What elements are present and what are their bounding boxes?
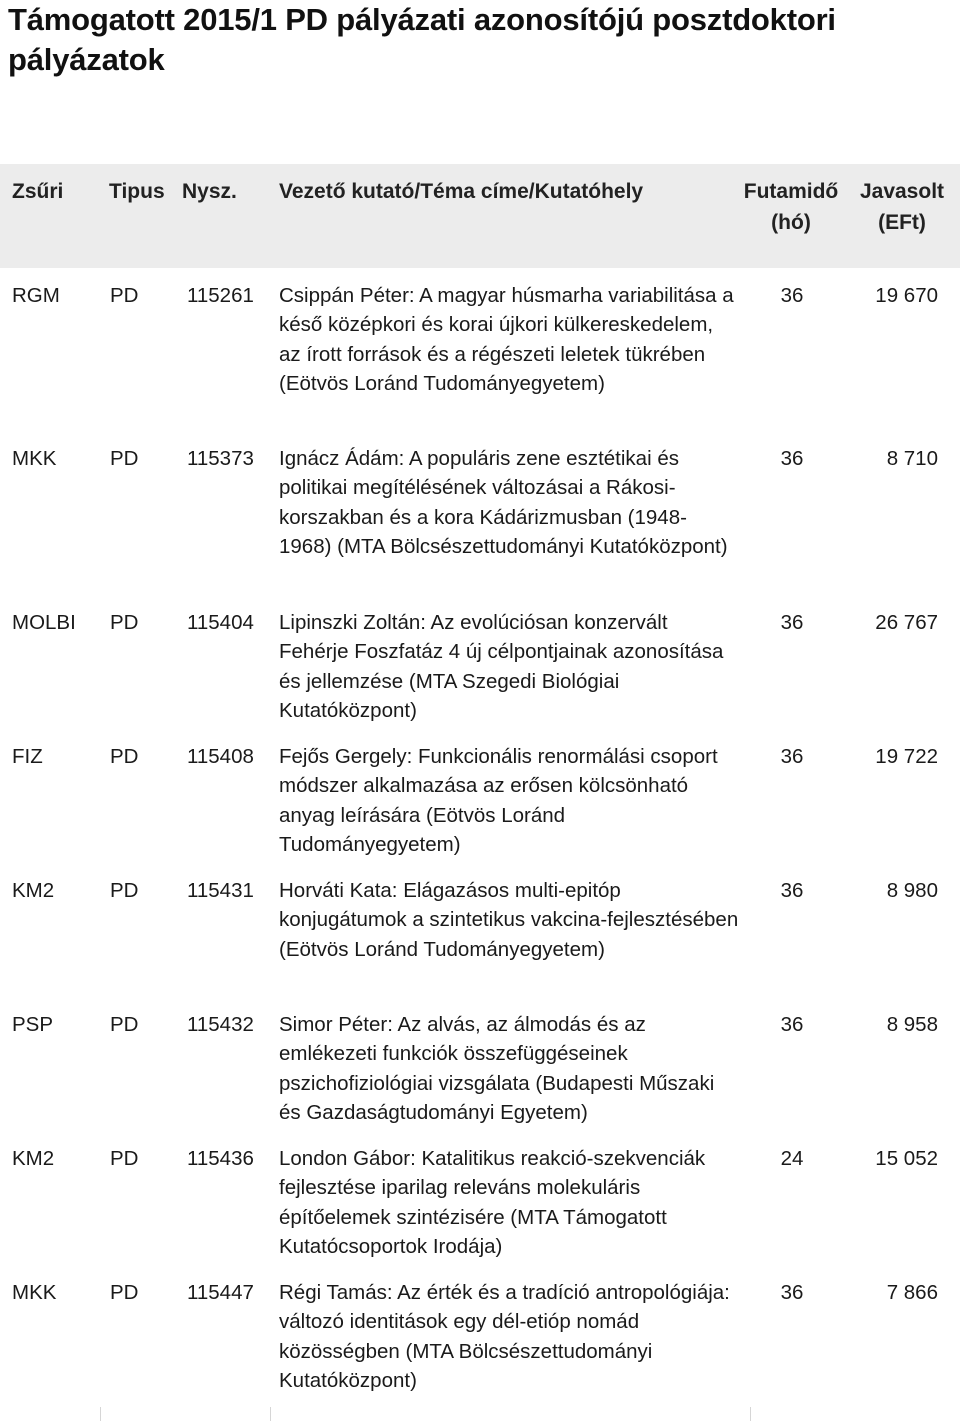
cell-futamido: 36	[780, 1281, 804, 1304]
column-divider	[100, 1407, 101, 1421]
cell-nysz: 115436	[187, 1147, 254, 1170]
cell-description: Horváti Kata: Elágazásos multi-epitóp konjugátumok a szintetikus vakcina-fejlesztésében (Eötvös Loránd Tudományegyetem)	[279, 879, 739, 961]
cell-javasolt: 19 670	[875, 284, 938, 307]
cell-tipus: PD	[110, 284, 139, 307]
cell-description: Ignácz Ádám: A populáris zene esztétikai és politikai megítélésének változásai a Rákosi-korszakban és a kora Kádárizmusban (1948-1968) (MTA Bölcsészettudományi Kutatóközpont)	[279, 447, 728, 559]
cell-javasolt: 19 722	[875, 745, 938, 768]
cell-nysz: 115431	[187, 879, 254, 902]
cell-tipus: PD	[110, 611, 139, 634]
cell-zsuri: PSP	[12, 1013, 54, 1036]
cell-nysz: 115261	[187, 284, 254, 307]
cell-futamido: 36	[780, 447, 804, 470]
cell-futamido: 36	[780, 1013, 804, 1036]
cell-nysz: 115447	[187, 1281, 254, 1304]
cell-futamido: 36	[780, 879, 804, 902]
cell-zsuri: KM2	[12, 1147, 55, 1170]
header-nysz: Nysz.	[182, 180, 237, 203]
header-tipus: Tipus	[109, 180, 165, 203]
header-futamido: Futamidő (hó)	[743, 180, 839, 234]
cell-zsuri: RGM	[12, 284, 60, 307]
cell-description: Régi Tamás: Az érték és a tradíció antropológiája: változó identitások egy dél-etióp nomád közösségben (MTA Bölcsészettudományi Kutatóközpont)	[279, 1281, 730, 1393]
cell-javasolt: 26 767	[875, 611, 938, 634]
cell-nysz: 115404	[187, 611, 254, 634]
header-javasolt: Javasolt (EFt)	[859, 180, 945, 234]
cell-futamido: 36	[780, 284, 804, 307]
page-title: Támogatott 2015/1 PD pályázati azonosítójú posztdoktori pályázatok	[8, 2, 836, 77]
cell-tipus: PD	[110, 1147, 139, 1170]
cell-tipus: PD	[110, 879, 139, 902]
cell-javasolt: 8 710	[886, 447, 938, 470]
cell-description: Csippán Péter: A magyar húsmarha variabilitása a késő középkori és korai újkori külkereskedelem, az írott források és a régészeti leletek tükrében (Eötvös Loránd Tudományegyetem)	[279, 284, 734, 396]
cell-nysz: 115373	[187, 447, 254, 470]
cell-tipus: PD	[110, 1281, 139, 1304]
cell-description: London Gábor: Katalitikus reakció-szekvenciák fejlesztése iparilag releváns molekuláris építőelemek szintézisére (MTA Támogatott Kutatócsoportok Irodája)	[279, 1147, 706, 1259]
cell-tipus: PD	[110, 745, 139, 768]
cell-nysz: 115432	[187, 1013, 254, 1036]
header-zsuri: Zsűri	[12, 180, 64, 203]
cell-zsuri: MKK	[12, 447, 57, 470]
cell-futamido: 36	[780, 745, 804, 768]
cell-zsuri: MKK	[12, 1281, 57, 1304]
cell-futamido: 24	[780, 1147, 804, 1170]
cell-javasolt: 8 958	[886, 1013, 938, 1036]
cell-futamido: 36	[780, 611, 804, 634]
cell-zsuri: KM2	[12, 879, 55, 902]
cell-tipus: PD	[110, 447, 139, 470]
column-divider	[750, 1407, 751, 1421]
cell-nysz: 115408	[187, 745, 254, 768]
cell-zsuri: FIZ	[12, 745, 43, 768]
column-divider	[270, 1407, 271, 1421]
cell-zsuri: MOLBI	[12, 611, 76, 634]
cell-description: Simor Péter: Az alvás, az álmodás és az emlékezeti funkciók összefüggéseinek pszichofiziológiai vizsgálata (Budapesti Műszaki és Gazdaságtudományi Egyetem)	[279, 1013, 715, 1125]
cell-description: Lipinszki Zoltán: Az evolúciósan konzervált Fehérje Foszfatáz 4 új célpontjainak azonosítása és jellemzése (MTA Szegedi Biológiai Kutatóközpont)	[279, 611, 724, 723]
cell-tipus: PD	[110, 1013, 139, 1036]
header-description: Vezető kutató/Téma címe/Kutatóhely	[279, 180, 644, 203]
cell-javasolt: 15 052	[875, 1147, 938, 1170]
cell-javasolt: 7 866	[886, 1281, 938, 1304]
cell-description: Fejős Gergely: Funkcionális renormálási csoport módszer alkalmazása az erősen kölcsönható anyag leírására (Eötvös Loránd Tudományegyetem)	[279, 745, 718, 857]
cell-javasolt: 8 980	[886, 879, 938, 902]
